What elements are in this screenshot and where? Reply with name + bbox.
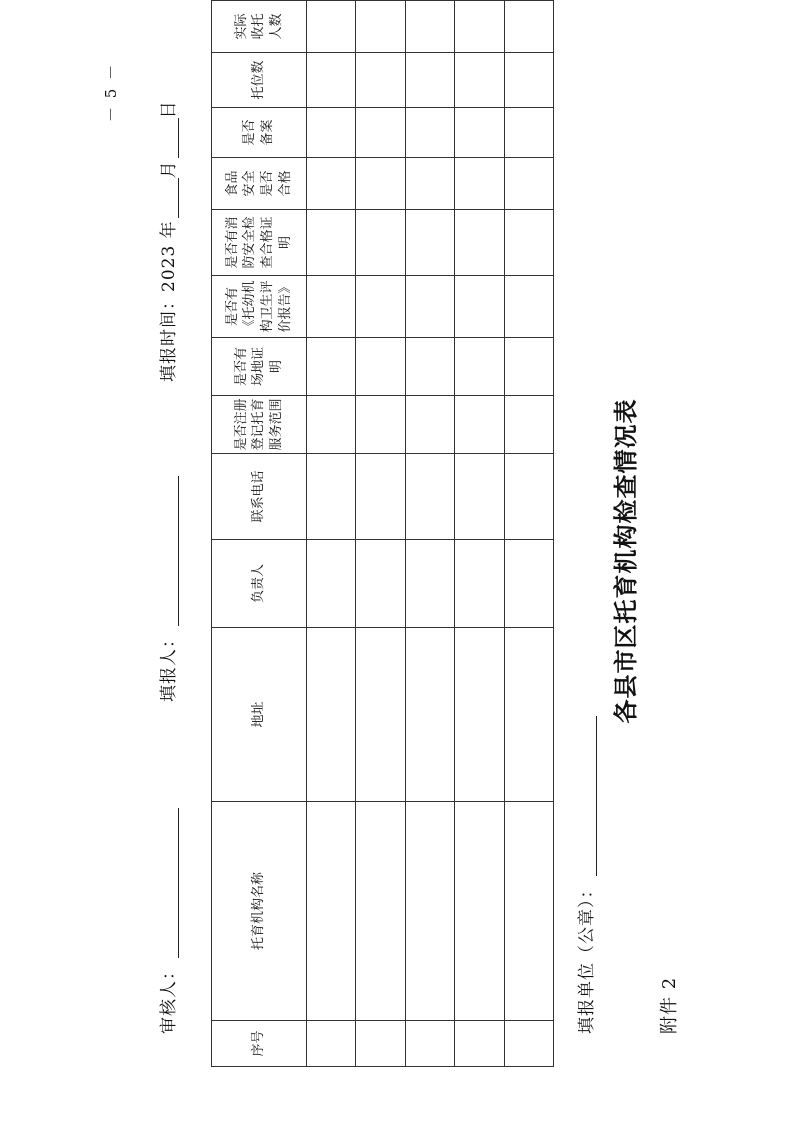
table-cell[interactable] (356, 802, 405, 1021)
month-label: 月 (159, 160, 179, 179)
table-cell[interactable] (356, 276, 405, 338)
table-cell[interactable] (307, 108, 356, 158)
table-cell[interactable] (455, 1, 504, 53)
header-cell: 地址 (212, 628, 307, 802)
table-cell[interactable] (504, 53, 553, 108)
table-cell[interactable] (504, 454, 553, 540)
table-cell[interactable] (455, 53, 504, 108)
reporting-unit-blank (578, 717, 597, 877)
filler-label: 填报人： (159, 630, 179, 702)
table-cell[interactable] (356, 1, 405, 53)
table-cell[interactable] (455, 802, 504, 1021)
table-cell[interactable] (307, 158, 356, 210)
table-cell[interactable] (504, 108, 553, 158)
header-cell: 序号 (212, 1021, 307, 1067)
table-cell[interactable] (504, 276, 553, 338)
table-cell[interactable] (455, 158, 504, 210)
table-cell[interactable] (405, 628, 454, 802)
table-cell[interactable] (504, 540, 553, 628)
table-cell[interactable] (405, 53, 454, 108)
table-cell[interactable] (307, 540, 356, 628)
table-cell[interactable] (356, 540, 405, 628)
table-cell[interactable] (356, 210, 405, 276)
table-cell[interactable] (455, 210, 504, 276)
report-time-label: 填报时间：2023 年 (159, 220, 179, 382)
header-cell: 联系电话 (212, 454, 307, 540)
header-cell: 是否注册登记托育服务范围 (212, 396, 307, 454)
header-cell: 是否有《托幼机构卫生评价报告》 (212, 276, 307, 338)
table-cell[interactable] (307, 1021, 356, 1067)
table-cell[interactable] (307, 53, 356, 108)
table-cell[interactable] (504, 158, 553, 210)
day-blank (160, 118, 179, 158)
table-cell[interactable] (455, 276, 504, 338)
report-time-field (154, 100, 179, 382)
table-cell[interactable] (455, 396, 504, 454)
table-cell[interactable] (356, 628, 405, 802)
header-cell: 是否有场地证明 (212, 338, 307, 396)
table-cell[interactable] (455, 1021, 504, 1067)
table-cell[interactable] (307, 210, 356, 276)
table-body (307, 1, 554, 1067)
table-cell[interactable] (405, 1, 454, 53)
table-cell[interactable] (455, 338, 504, 396)
table-row (405, 1, 454, 1067)
day-label: 日 (159, 100, 179, 119)
table-cell[interactable] (405, 1021, 454, 1067)
table-cell[interactable] (307, 454, 356, 540)
table-cell[interactable] (455, 454, 504, 540)
page-title: 各县市区托育机构检查情况表 (611, 398, 640, 724)
table-cell[interactable] (405, 396, 454, 454)
header-cell: 托位数 (212, 53, 307, 108)
table-cell[interactable] (405, 802, 454, 1021)
table-cell[interactable] (356, 108, 405, 158)
month-blank (160, 178, 179, 218)
table-cell[interactable] (405, 108, 454, 158)
table-cell[interactable] (356, 454, 405, 540)
header-cell: 食品安全是否合格 (212, 158, 307, 210)
page-number: － 5 － (102, 62, 120, 122)
table-cell[interactable] (504, 1, 553, 53)
annex-label: 附件 2 (659, 976, 680, 1034)
table-cell[interactable] (504, 628, 553, 802)
reviewer-field (154, 808, 179, 1034)
table-cell[interactable] (504, 210, 553, 276)
table-cell[interactable] (307, 396, 356, 454)
table-cell[interactable] (455, 540, 504, 628)
table-row (455, 1, 504, 1067)
table-cell[interactable] (405, 454, 454, 540)
table-cell[interactable] (455, 108, 504, 158)
table-cell[interactable] (356, 158, 405, 210)
reviewer-blank (160, 808, 179, 958)
header-cell: 负责人 (212, 540, 307, 628)
inspection-table (211, 0, 554, 1067)
table-cell[interactable] (356, 338, 405, 396)
table-cell[interactable] (405, 338, 454, 396)
table-cell[interactable] (307, 338, 356, 396)
table-cell[interactable] (307, 1, 356, 53)
table-cell[interactable] (405, 540, 454, 628)
table-cell[interactable] (356, 1021, 405, 1067)
table-cell[interactable] (504, 396, 553, 454)
table-row (504, 1, 553, 1067)
table-cell[interactable] (504, 1021, 553, 1067)
table-row (307, 1, 356, 1067)
table-cell[interactable] (504, 802, 553, 1021)
header-cell: 实际收托人数 (212, 1, 307, 53)
table-cell[interactable] (405, 210, 454, 276)
table-cell[interactable] (405, 158, 454, 210)
table-cell[interactable] (356, 53, 405, 108)
table-cell[interactable] (307, 276, 356, 338)
table-cell[interactable] (307, 802, 356, 1021)
reporting-unit-label: 填报单位（公章）： (577, 880, 597, 1034)
filler-field (154, 476, 179, 702)
reporting-unit (572, 717, 597, 1035)
table-cell[interactable] (504, 338, 553, 396)
table-cell[interactable] (405, 276, 454, 338)
header-cell: 托育机构名称 (212, 802, 307, 1021)
header-cell: 是否有消防安全检查合格证明 (212, 210, 307, 276)
table-row (356, 1, 405, 1067)
reviewer-label: 审核人： (159, 962, 179, 1034)
table-cell[interactable] (307, 628, 356, 802)
header-cell: 是否备案 (212, 108, 307, 158)
table-cell[interactable] (356, 396, 405, 454)
table-cell[interactable] (455, 628, 504, 802)
table-header-row (212, 1, 307, 1067)
filler-blank (160, 476, 179, 626)
